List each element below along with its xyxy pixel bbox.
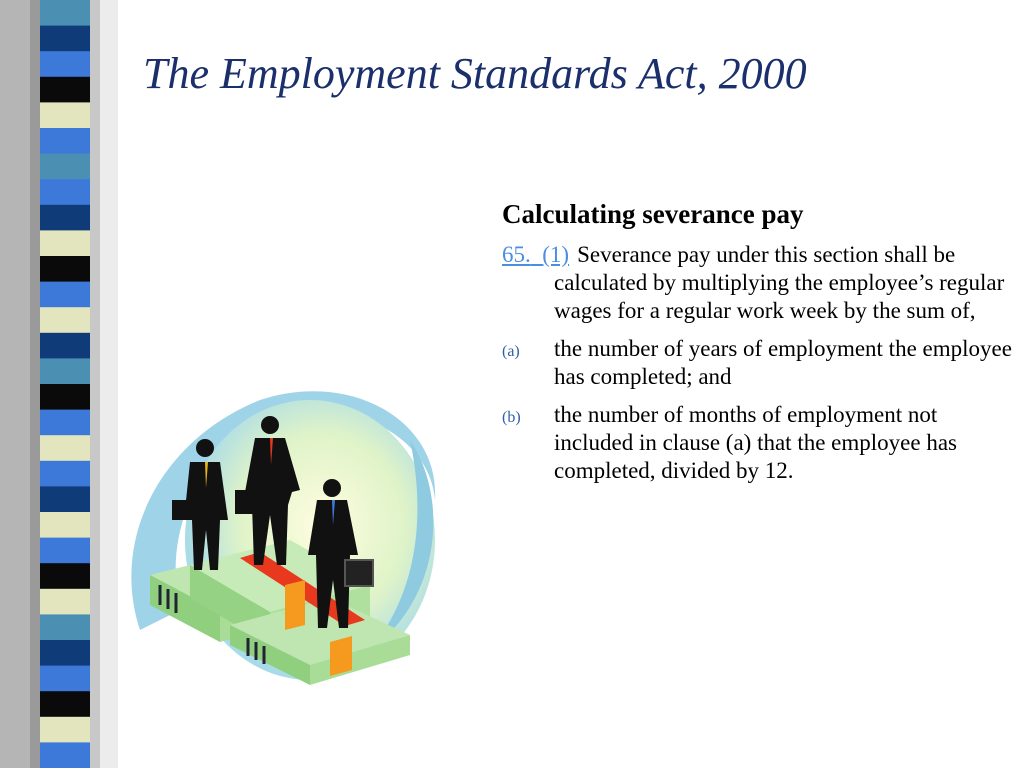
strip-block — [40, 307, 90, 333]
strip-block — [40, 461, 90, 487]
slide-body — [502, 198, 1017, 495]
strip-block — [40, 154, 90, 180]
item-a-marker: (a) — [502, 343, 520, 361]
slide-title: The Employment Standards Act, 2000 — [143, 49, 807, 98]
strip-block — [40, 589, 90, 615]
item-b-marker: (b) — [502, 409, 521, 427]
intro-paragraph — [502, 241, 1017, 325]
strip-block — [40, 256, 90, 282]
strip-block — [40, 538, 90, 564]
intro-text: Severance pay under this section shall be calculated by multiplying the employee’s regular wages for a regular work week by the sum of, — [554, 241, 1005, 324]
item-b-text: the number of months of employment not included in clause (a) that the employee has completed, divided by 12. — [554, 402, 957, 484]
strip-block — [40, 179, 90, 205]
businessmen-on-money-illustration — [120, 380, 450, 700]
decorative-side-strip — [0, 0, 118, 768]
section-heading: Calculating severance pay — [502, 199, 804, 229]
strip-block — [40, 128, 90, 154]
strip-block — [40, 742, 90, 768]
strip-block — [40, 26, 90, 52]
strip-block — [40, 358, 90, 384]
strip-block — [40, 512, 90, 538]
strip-block — [40, 486, 90, 512]
strip-block — [40, 282, 90, 308]
strip-block — [40, 563, 90, 589]
strip-block — [40, 666, 90, 692]
strip-block — [40, 691, 90, 717]
section-65-link[interactable]: 65. (1) — [502, 241, 570, 267]
strip-block — [40, 51, 90, 77]
strip-block — [40, 230, 90, 256]
strip-block — [40, 77, 90, 103]
strip-block — [40, 614, 90, 640]
strip-block — [40, 102, 90, 128]
strip-block — [40, 384, 90, 410]
list-item-b — [502, 401, 1017, 485]
item-a-text: the number of years of employment the employee has completed; and — [554, 336, 1012, 390]
strip-block — [40, 333, 90, 359]
strip-block — [40, 410, 90, 436]
list-item-a — [502, 335, 1017, 391]
strip-block — [40, 205, 90, 231]
strip-block — [40, 0, 90, 26]
strip-block — [40, 640, 90, 666]
strip-block — [40, 435, 90, 461]
strip-block — [40, 717, 90, 743]
